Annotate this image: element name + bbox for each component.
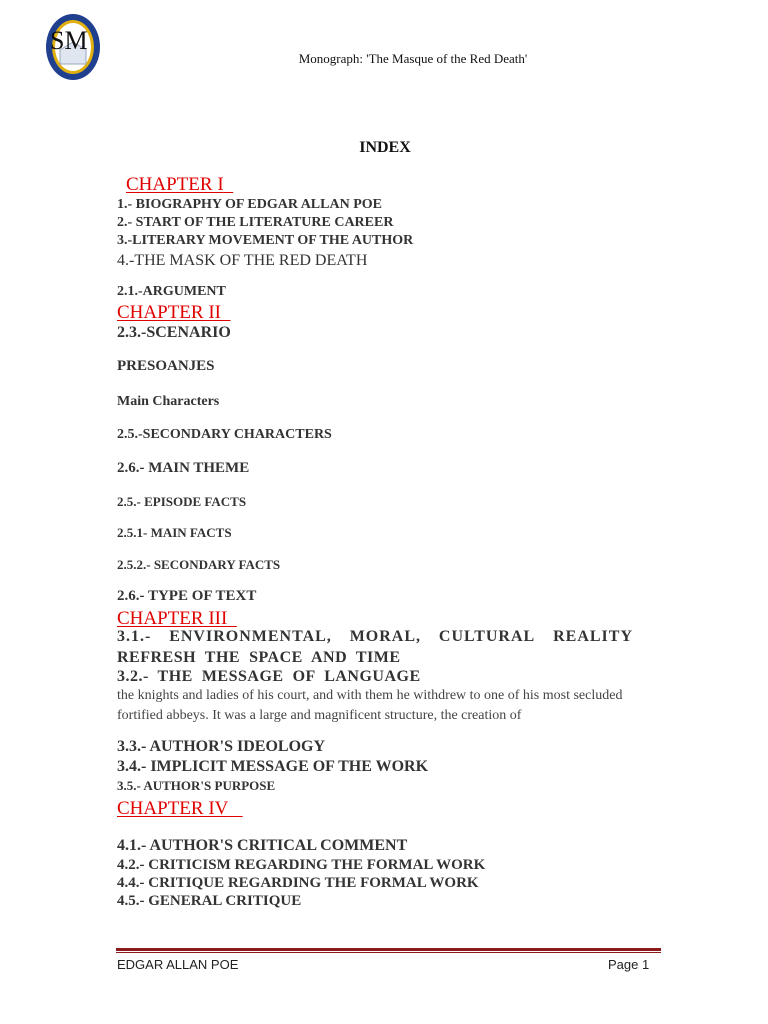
index-word: MORAL, <box>349 628 422 645</box>
chapter-3-heading <box>117 608 237 630</box>
index-item: 2.6.- TYPE OF TEXT <box>117 588 257 604</box>
index-item: 4.2.- CRITICISM REGARDING THE FORMAL WORK <box>117 857 486 873</box>
index-item: 2.6.- MAIN THEME <box>117 460 250 476</box>
index-item: 2.1.-ARGUMENT <box>117 284 226 299</box>
index-item: 4.4.- CRITIQUE REGARDING THE FORMAL WORK <box>117 875 479 891</box>
index-item: 4.1.- AUTHOR'S CRITICAL COMMENT <box>117 837 408 854</box>
index-item: 1.- BIOGRAPHY OF EDGAR ALLAN POE <box>117 197 382 212</box>
index-word: 3.1.- <box>117 628 152 645</box>
footer-author: EDGAR ALLAN POE <box>117 957 239 972</box>
index-item: 3.3.- AUTHOR'S IDEOLOGY <box>117 738 326 755</box>
chapter-2-heading <box>117 302 230 324</box>
index-item: 2.5.2.- SECONDARY FACTS <box>117 557 281 572</box>
index-word: ENVIRONMENTAL, <box>169 628 332 645</box>
index-item: 2.3.-SCENARIO <box>117 324 231 341</box>
index-item: PRESOANJES <box>117 358 215 374</box>
footer-rule-thin <box>116 952 661 953</box>
chapter-4-heading <box>117 798 243 820</box>
logo-text: SM <box>50 26 88 55</box>
index-title: INDEX <box>359 139 411 156</box>
chapter-3-label: CHAPTER III <box>117 608 228 629</box>
index-item: 2.5.- EPISODE FACTS <box>117 494 247 509</box>
index-item: 2.5.1- MAIN FACTS <box>117 525 232 540</box>
page-number: Page 1 <box>608 957 650 972</box>
index-item: 3.5.- AUTHOR'S PURPOSE <box>117 778 276 793</box>
index-item: 3.-LITERARY MOVEMENT OF THE AUTHOR <box>117 233 414 248</box>
chapter-1-label: CHAPTER I <box>126 174 224 195</box>
footer-rule <box>116 948 661 951</box>
index-item-justified <box>117 628 633 646</box>
header-title: Monograph: 'The Masque of the Red Death' <box>298 51 528 66</box>
paragraph-line: fortified abbeys. It was a large and magnificent structure, the creation of <box>117 708 522 723</box>
index-item: 2.- START OF THE LITERATURE CAREER <box>117 215 394 230</box>
index-item: 2.5.-SECONDARY CHARACTERS <box>117 427 332 442</box>
index-item: 3.2.- THE MESSAGE OF LANGUAGE <box>117 668 421 685</box>
logo <box>44 12 102 82</box>
chapter-4-label: CHAPTER IV <box>117 798 229 819</box>
chapter-1-heading <box>126 174 233 196</box>
index-item: 4.-THE MASK OF THE RED DEATH <box>117 252 368 269</box>
paragraph-line: the knights and ladies of his court, and with them he withdrew to one of his most secluded <box>117 688 623 703</box>
chapter-2-label: CHAPTER II <box>117 302 221 323</box>
index-item: REFRESH THE SPACE AND TIME <box>117 649 401 666</box>
index-item: 3.4.- IMPLICIT MESSAGE OF THE WORK <box>117 758 429 775</box>
index-item: Main Characters <box>117 394 220 409</box>
index-word: REALITY <box>553 628 633 645</box>
index-item: 4.5.- GENERAL CRITIQUE <box>117 893 302 909</box>
index-word: CULTURAL <box>438 628 536 645</box>
